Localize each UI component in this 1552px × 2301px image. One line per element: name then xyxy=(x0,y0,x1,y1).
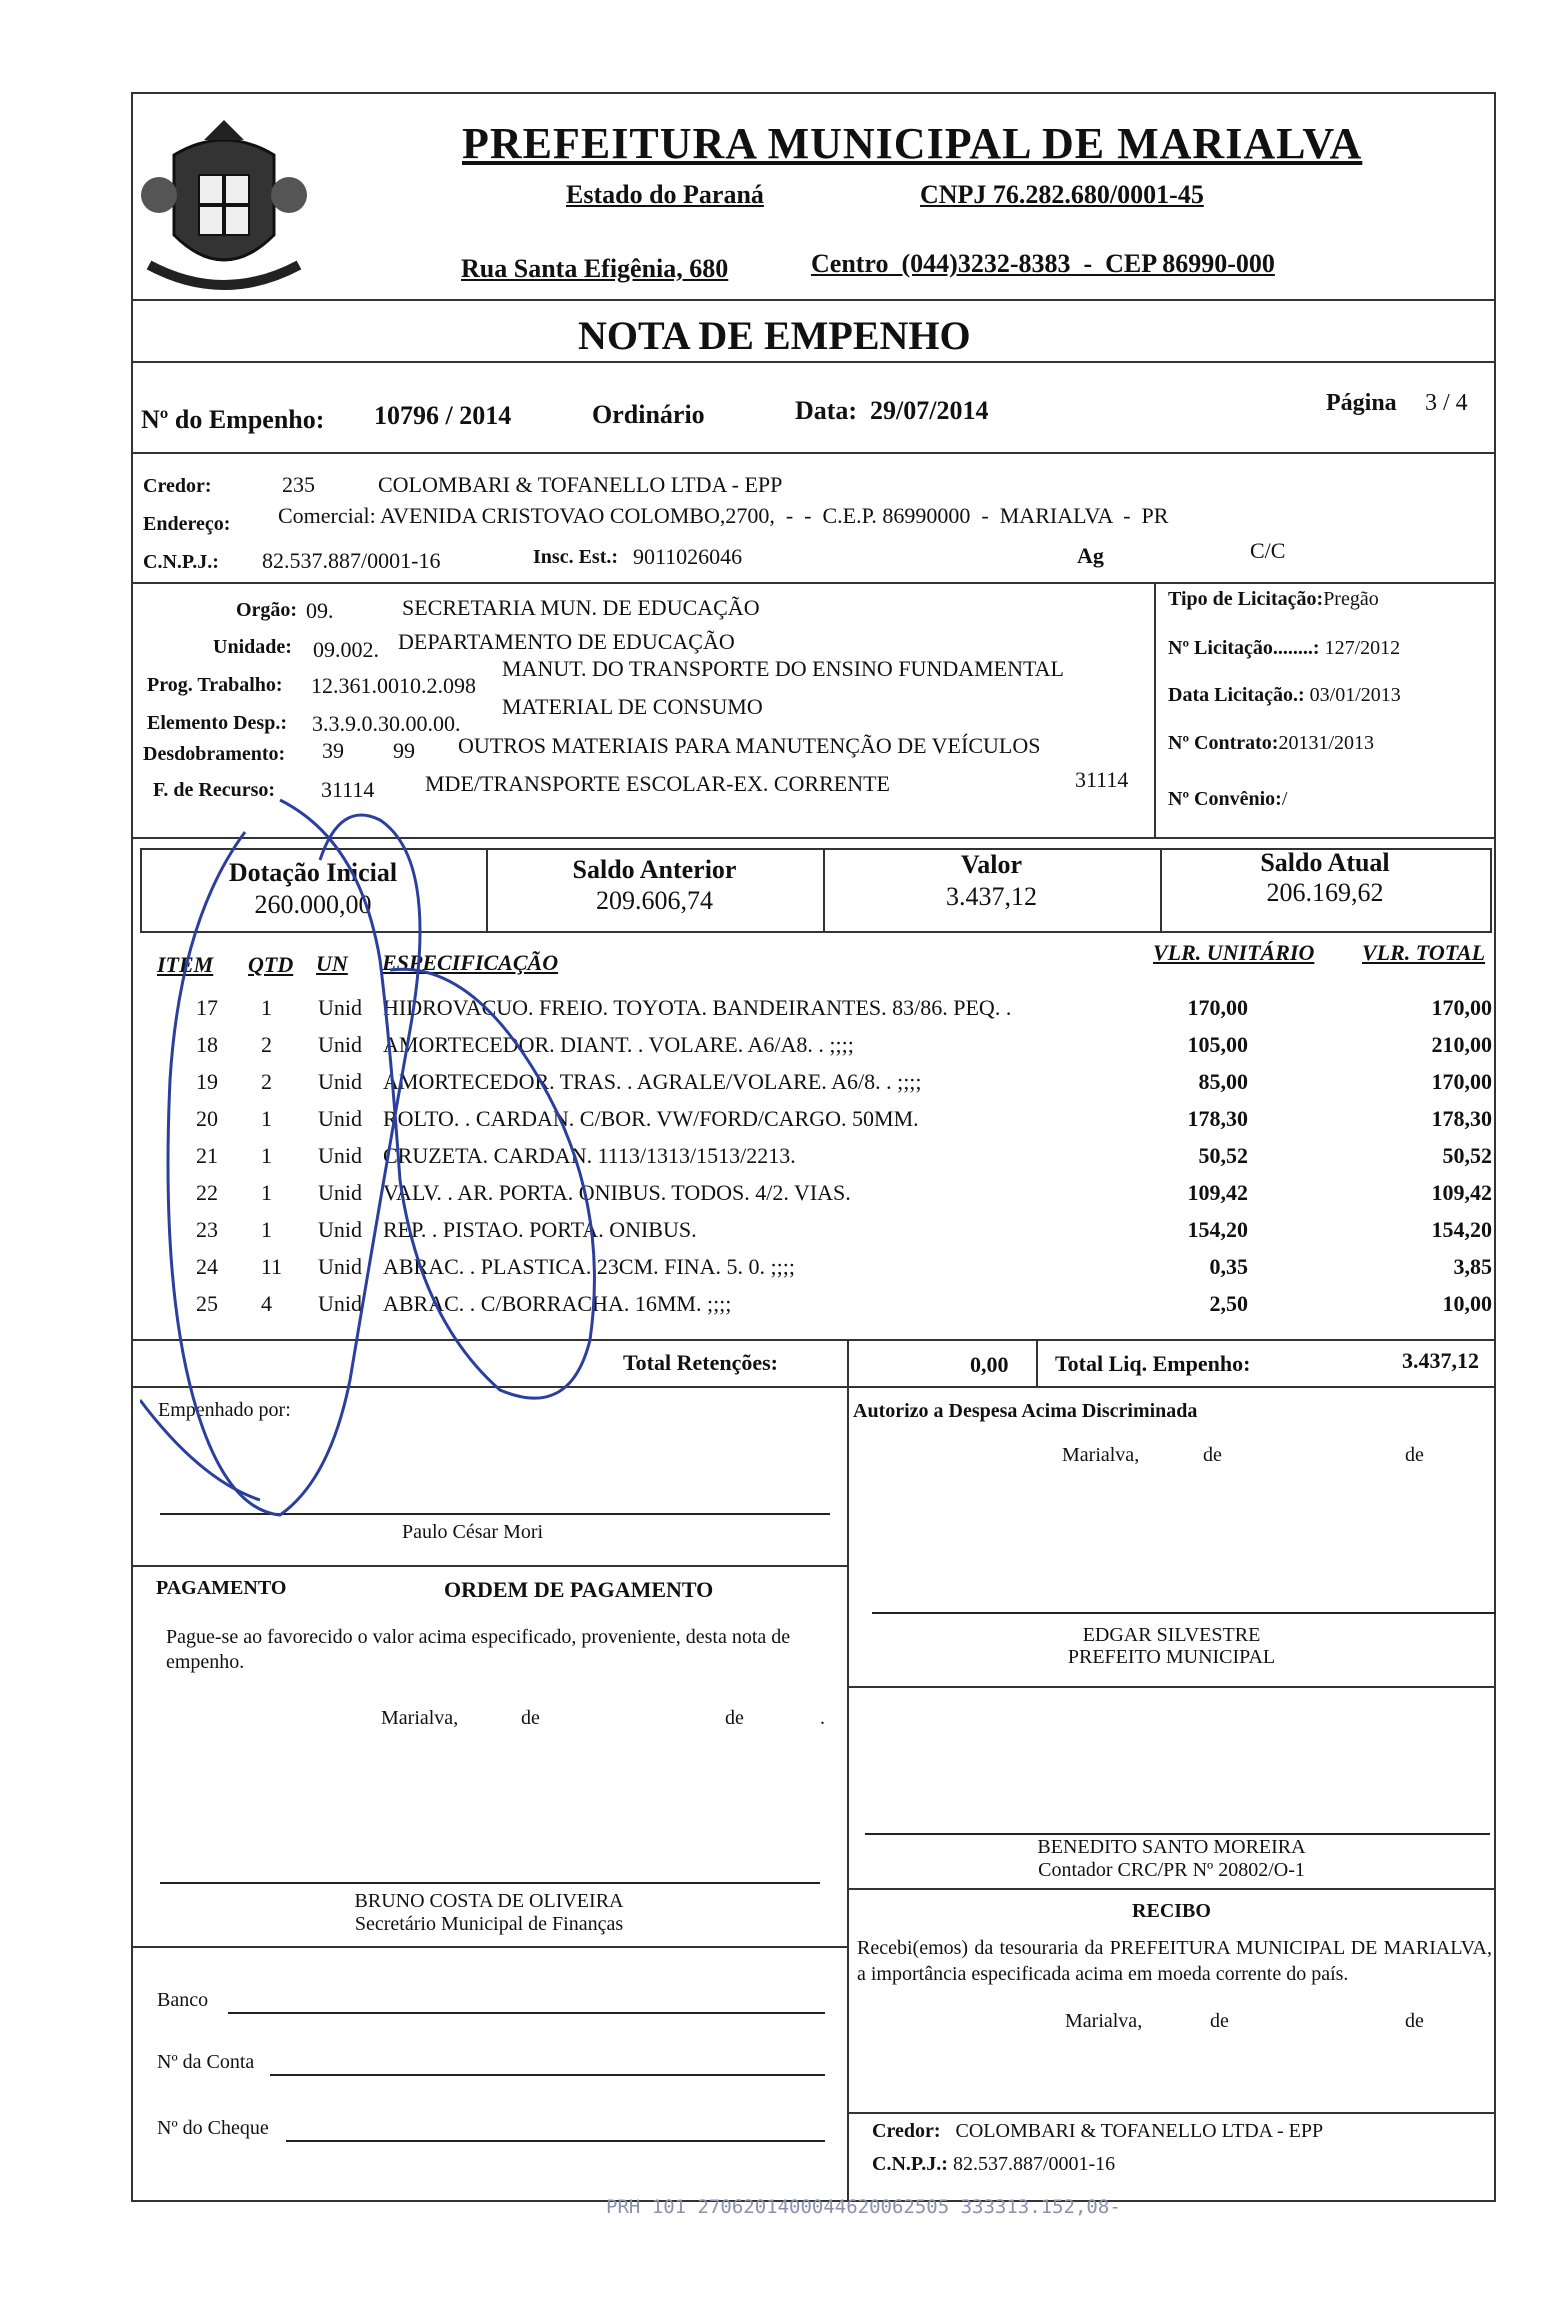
prog-name: MANUT. DO TRANSPORTE DO ENSINO FUNDAMENTAL xyxy=(502,656,1064,681)
retencoes-value: 0,00 xyxy=(970,1352,1009,1377)
autorizo-city: Marialva, xyxy=(1062,1444,1140,1466)
contador-name: BENEDITO SANTO MOREIRA xyxy=(1037,1836,1306,1858)
header-address: Rua Santa Efigênia, 680 xyxy=(461,254,729,283)
total-price-cell: 50,52 xyxy=(1442,1143,1492,1168)
contrato-number: 20131/2013 xyxy=(1278,732,1375,754)
account-label: C/C xyxy=(1250,538,1286,563)
col-especificacao: ESPECIFICAÇÃO xyxy=(382,950,559,975)
convenio-label: Nº Convênio: xyxy=(1168,788,1282,810)
unit-price-cell: 2,50 xyxy=(1209,1291,1248,1316)
unit-cell: Unid xyxy=(318,1032,362,1057)
financas-name: BRUNO COSTA DE OLIVEIRA xyxy=(354,1890,624,1912)
unit-price-cell: 154,20 xyxy=(1187,1217,1248,1242)
bank-stamp: PRH 101 2706201400044620062505 333313.152,08- xyxy=(606,2196,1121,2218)
unit-price-cell: 0,35 xyxy=(1209,1254,1248,1279)
credor-cnpj: 82.537.887/0001-16 xyxy=(262,548,441,573)
qty-cell: 1 xyxy=(261,1217,272,1242)
conta-label: Nº da Conta xyxy=(157,2051,255,2073)
recibo-credor-label: Credor: xyxy=(872,2120,941,2142)
unit-cell: Unid xyxy=(318,995,362,1020)
convenio-number: / xyxy=(1281,788,1288,810)
unit-price-cell: 170,00 xyxy=(1187,995,1248,1020)
orgao-code: 09. xyxy=(306,598,334,623)
insc-label: Insc. Est.: xyxy=(533,546,619,568)
total-price-cell: 170,00 xyxy=(1431,1069,1492,1094)
tipo-licitacao-label: Tipo de Licitação: xyxy=(1168,588,1324,610)
ordem-pagamento-title: ORDEM DE PAGAMENTO xyxy=(444,1577,714,1602)
recibo-text: Recebi(emos) da tesouraria da PREFEITURA MUNICIPAL DE MARIALVA, a importância especificada acima em moeda corrente do país. xyxy=(857,1937,1492,1985)
empenho-date: 29/07/2014 xyxy=(870,396,989,425)
qty-cell: 11 xyxy=(261,1254,283,1279)
recurso-name: MDE/TRANSPORTE ESCOLAR-EX. CORRENTE xyxy=(425,771,890,796)
unit-cell: Unid xyxy=(318,1180,362,1205)
col-item: ITEM xyxy=(157,952,214,977)
credor-label: Credor: xyxy=(143,475,212,497)
recibo-title: RECIBO xyxy=(1132,1900,1211,1922)
elemento-code: 3.3.9.0.30.00.00. xyxy=(312,711,461,736)
description-cell: AMORTECEDOR. TRAS. . AGRALE/VOLARE. A6/8. . ;;;; xyxy=(383,1069,922,1094)
recibo-cnpj: 82.537.887/0001-16 xyxy=(952,2153,1116,2175)
description-cell: ABRAC. . C/BORRACHA. 16MM. ;;;; xyxy=(383,1291,732,1316)
item-cell: 19 xyxy=(196,1069,218,1094)
desdob-code-1: 39 xyxy=(322,738,344,763)
total-price-cell: 210,00 xyxy=(1431,1032,1492,1057)
recibo-de-2: de xyxy=(1405,2010,1424,2032)
credor-code: 235 xyxy=(282,472,315,497)
unidade-code: 09.002. xyxy=(313,637,379,662)
document-title: NOTA DE EMPENHO xyxy=(578,313,971,358)
elemento-name: MATERIAL DE CONSUMO xyxy=(502,694,763,719)
prog-label: Prog. Trabalho: xyxy=(147,674,283,696)
unit-cell: Unid xyxy=(318,1217,362,1242)
qty-cell: 1 xyxy=(261,995,272,1020)
empenhado-name: Paulo César Mori xyxy=(402,1521,544,1543)
unit-cell: Unid xyxy=(318,1291,362,1316)
total-price-cell: 109,42 xyxy=(1431,1180,1492,1205)
recurso-code: 31114 xyxy=(321,777,375,802)
elemento-label: Elemento Desp.: xyxy=(147,712,287,734)
agency-label: Ag xyxy=(1077,543,1104,568)
unidade-name: DEPARTAMENTO DE EDUCAÇÃO xyxy=(398,629,735,654)
desdob-code-2: 99 xyxy=(393,738,415,763)
unit-cell: Unid xyxy=(318,1069,362,1094)
prog-code: 12.361.0010.2.098 xyxy=(311,673,476,698)
total-price-cell: 3,85 xyxy=(1453,1254,1492,1279)
empenho-type: Ordinário xyxy=(592,400,705,429)
unit-cell: Unid xyxy=(318,1143,362,1168)
state-name: Estado do Paraná xyxy=(566,180,764,209)
dotacao-label: Dotação Inicial xyxy=(228,858,398,887)
recurso-code-2: 31114 xyxy=(1075,767,1129,792)
handwritten-signature xyxy=(140,780,640,1560)
saldo-anterior-value: 209.606,74 xyxy=(596,886,713,915)
empenho-number-label: Nº do Empenho: xyxy=(141,405,325,434)
financas-title: Secretário Municipal de Finanças xyxy=(354,1913,624,1935)
qty-cell: 4 xyxy=(261,1291,272,1316)
orgao-name: SECRETARIA MUN. DE EDUCAÇÃO xyxy=(402,595,760,620)
autorizo-de-2: de xyxy=(1405,1444,1424,1466)
qty-cell: 2 xyxy=(261,1069,272,1094)
header-contact: Centro (044)3232-8383 - CEP 86990-000 xyxy=(811,249,1275,278)
unit-price-cell: 85,00 xyxy=(1198,1069,1248,1094)
recibo-credor-name: COLOMBARI & TOFANELLO LTDA - EPP xyxy=(955,2120,1324,2142)
unit-price-cell: 178,30 xyxy=(1187,1106,1248,1131)
prefeito-name: EDGAR SILVESTRE xyxy=(1082,1624,1261,1646)
unit-price-cell: 105,00 xyxy=(1187,1032,1248,1057)
page-number: 3 / 4 xyxy=(1425,390,1468,416)
cheque-label: Nº do Cheque xyxy=(157,2117,269,2139)
cnpj-label: C.N.P.J.: xyxy=(143,551,219,573)
autorizo-text: Autorizo a Despesa Acima Discriminada xyxy=(853,1400,1198,1422)
page-label: Página xyxy=(1326,390,1397,416)
description-cell: REP. . PISTAO. PORTA. ONIBUS. xyxy=(383,1217,697,1242)
orgao-label: Orgão: xyxy=(236,599,298,621)
col-unit-value: VLR. UNITÁRIO xyxy=(1153,940,1315,965)
saldo-atual-value: 206.169,62 xyxy=(1266,878,1384,907)
unit-price-cell: 50,52 xyxy=(1198,1143,1248,1168)
qty-cell: 2 xyxy=(261,1032,272,1057)
description-cell: HIDROVACUO. FREIO. TOYOTA. BANDEIRANTES. 83/86. PEQ. . xyxy=(383,995,1012,1020)
description-cell: ROLTO. . CARDAN. C/BOR. VW/FORD/CARGO. 50MM. xyxy=(383,1106,919,1131)
desdob-label: Desdobramento: xyxy=(143,743,286,765)
item-cell: 18 xyxy=(196,1032,218,1057)
qty-cell: 1 xyxy=(261,1180,272,1205)
credor-name: COLOMBARI & TOFANELLO LTDA - EPP xyxy=(378,472,783,497)
saldo-anterior-label: Saldo Anterior xyxy=(572,855,737,884)
item-cell: 21 xyxy=(196,1143,218,1168)
licitacao-date-label: Data Licitação.: xyxy=(1168,684,1305,706)
licitacao-number-label: Nº Licitação........: xyxy=(1168,637,1320,659)
date-label: Data: xyxy=(795,396,858,425)
banco-label: Banco xyxy=(157,1989,209,2011)
empenhado-label: Empenhado por: xyxy=(158,1399,291,1421)
contrato-label: Nº Contrato: xyxy=(1168,732,1279,754)
item-cell: 25 xyxy=(196,1291,218,1316)
item-cell: 24 xyxy=(196,1254,218,1279)
col-un: UN xyxy=(316,951,348,976)
desdob-name: OUTROS MATERIAIS PARA MANUTENÇÃO DE VEÍCULOS xyxy=(458,733,1041,758)
credor-address: Comercial: AVENIDA CRISTOVAO COLOMBO,2700, - - C.E.P. 86990000 - MARIALVA - PR xyxy=(278,503,1169,528)
tipo-licitacao: Pregão xyxy=(1323,588,1379,610)
col-total-value: VLR. TOTAL xyxy=(1362,940,1486,965)
total-price-cell: 170,00 xyxy=(1431,995,1492,1020)
item-cell: 17 xyxy=(196,995,218,1020)
total-price-cell: 178,30 xyxy=(1431,1106,1492,1131)
prefeito-title: PREFEITO MUNICIPAL xyxy=(1067,1646,1276,1668)
recibo-cnpj-label: C.N.P.J.: xyxy=(872,2153,948,2175)
address-label: Endereço: xyxy=(143,513,231,535)
unit-cell: Unid xyxy=(318,1106,362,1131)
description-cell: ABRAC. . PLASTICA. 23CM. FINA. 5. 0. ;;;; xyxy=(383,1254,795,1279)
coat-of-arms-logo xyxy=(134,115,314,315)
unidade-label: Unidade: xyxy=(213,636,292,658)
total-liquido-label: Total Liq. Empenho: xyxy=(1055,1351,1251,1376)
unit-price-cell: 109,42 xyxy=(1187,1180,1248,1205)
description-cell: CRUZETA. CARDAN. 1113/1313/1513/2213. xyxy=(383,1143,796,1168)
valor-label: Valor xyxy=(960,850,1023,879)
pague-text: Pague-se ao favorecido o valor acima especificado, proveniente, desta nota de empenho. xyxy=(166,1626,791,1673)
item-cell: 23 xyxy=(196,1217,218,1242)
pagamento-de-1: de xyxy=(521,1707,540,1729)
pagamento-dot: . xyxy=(820,1707,825,1729)
pagamento-label: PAGAMENTO xyxy=(156,1577,287,1599)
item-cell: 22 xyxy=(196,1180,218,1205)
total-liquido-value: 3.437,12 xyxy=(1402,1348,1479,1373)
recibo-de-1: de xyxy=(1210,2010,1229,2032)
autorizo-de-1: de xyxy=(1203,1444,1222,1466)
contador-title: Contador CRC/PR Nº 20802/O-1 xyxy=(1038,1859,1305,1881)
licitacao-date: 03/01/2013 xyxy=(1309,684,1401,706)
total-price-cell: 154,20 xyxy=(1431,1217,1492,1242)
saldo-atual-label: Saldo Atual xyxy=(1260,848,1390,877)
pagamento-city: Marialva, xyxy=(381,1707,459,1729)
description-cell: VALV. . AR. PORTA. ONIBUS. TODOS. 4/2. VIAS. xyxy=(383,1180,851,1205)
municipality-title: PREFEITURA MUNICIPAL DE MARIALVA xyxy=(462,119,1363,168)
qty-cell: 1 xyxy=(261,1143,272,1168)
licitacao-number: 127/2012 xyxy=(1324,637,1401,659)
retencoes-label: Total Retenções: xyxy=(623,1350,778,1375)
qty-cell: 1 xyxy=(261,1106,272,1131)
recurso-label: F. de Recurso: xyxy=(153,779,276,801)
total-price-cell: 10,00 xyxy=(1442,1291,1492,1316)
col-qtd: QTD xyxy=(248,952,294,977)
recibo-city: Marialva, xyxy=(1065,2010,1143,2032)
dotacao-value: 260.000,00 xyxy=(254,890,372,919)
header-cnpj: CNPJ 76.282.680/0001-45 xyxy=(920,180,1204,209)
pagamento-de-2: de xyxy=(725,1707,744,1729)
insc-value: 9011026046 xyxy=(633,544,743,569)
description-cell: AMORTECEDOR. DIANT. . VOLARE. A6/A8. . ;;;; xyxy=(383,1032,854,1057)
valor-value: 3.437,12 xyxy=(946,882,1037,911)
empenho-number: 10796 / 2014 xyxy=(374,401,512,430)
item-cell: 20 xyxy=(196,1106,218,1131)
unit-cell: Unid xyxy=(318,1254,362,1279)
